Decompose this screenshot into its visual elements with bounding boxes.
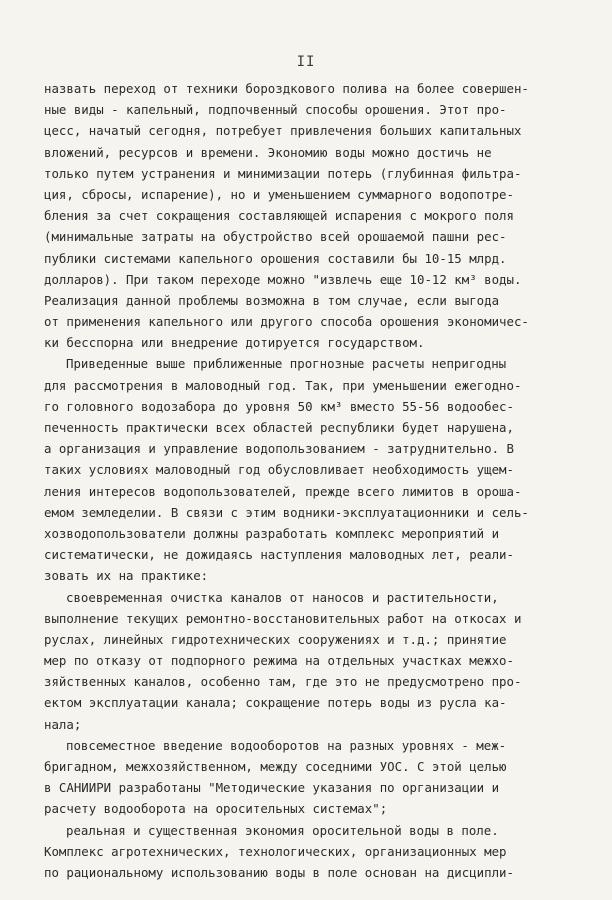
text-line: мер по отказу от подпорного режима на отдельных участках межхо-: [44, 653, 514, 669]
text-line: ция, сбросы, испарение), но и уменьшением суммарного водопотре-: [44, 186, 514, 202]
text-line: ектом эксплуатации канала; сокращение потерь воды из русла ка-: [44, 695, 507, 711]
text-line: ки бесспорна или внедрение дотируется государством.: [44, 335, 425, 351]
text-line: расчету водооборота на оросительных системах";: [44, 801, 388, 817]
text-line: зяйственных каналов, особенно там, где это не предусмотрено про-: [44, 674, 522, 690]
text-line: цесс, начатый сегодня, потребует привлечения больших капитальных: [44, 123, 522, 139]
text-line: повсеместное введение водооборотов на разных уровнях - меж-: [66, 737, 507, 753]
text-line: бригадном, межхозяйственном, между соседними УОС. С этой целью: [44, 759, 507, 774]
text-line: ные виды - капельный, подпочвенный способы орошения. Этот про-: [44, 102, 507, 118]
text-line: (минимальные затраты на обустройство всей орошаемой пашни рес-: [44, 229, 507, 245]
text-line: своевременная очистка каналов от наносов и растительности,: [66, 589, 499, 605]
text-line: для рассмотрения в маловодный год. Так, при уменьшении ежегодно-: [44, 377, 522, 393]
text-line: по рациональному использованию воды в поле основан на дисципли-: [44, 864, 514, 880]
text-line: выполнение текущих ремонтно-восстановительных работ на откосах и: [44, 610, 522, 626]
text-line: назвать переход от техники бороздкового полива на более совершен-: [44, 81, 529, 96]
text-line: реальная и существенная экономия оросительной воды в поле.: [66, 822, 499, 838]
text-line: таких условиях маловодный год обусловливает необходимость ущем-: [44, 462, 514, 478]
page-number: II: [296, 54, 316, 70]
text-line: зовать их на практике:: [44, 568, 209, 584]
text-line: Приведенные выше приближенные прогнозные расчеты непригодны: [66, 356, 507, 372]
text-line: вложений, ресурсов и времени. Экономию воды можно достичь не: [44, 144, 492, 160]
text-line: хозводопользователи должны разработать комплекс мероприятий и: [44, 525, 500, 541]
text-line: руслах, линейных гидротехнических сооружениях и т.д.; принятие: [44, 631, 507, 647]
text-line: го головного водозабора до уровня 50 км³ вместо 55-56 водообес-: [44, 398, 514, 414]
body-text: [44, 78, 584, 883]
text-line: систематически, не дожидаясь наступления маловодных лет, реали-: [44, 547, 514, 563]
text-line: в САНИИРИ разработаны "Методические указания по организации и: [44, 780, 500, 796]
text-line: Реализация данной проблемы возможна в том случае, если выгода: [44, 292, 500, 308]
text-line: емом земледелии. В связи с этим водники-эксплуатационники и сель-: [44, 504, 529, 520]
text-line: бления за счет сокращения составляющей испарения с мокрого поля: [44, 208, 514, 224]
text-line: печенность практически всех областей республики будет нарушена,: [44, 420, 514, 435]
text-line: только путем устранения и минимизации потерь (глубинная фильтра-: [44, 165, 522, 181]
text-line: Комплекс агротехнических, технологических, организационных мер: [44, 843, 507, 859]
text-line: публики системами капельного орошения составили бы 10-15 млрд.: [44, 250, 507, 266]
text-line: ления интересов водопользователей, прежде всего лимитов в ороша-: [44, 483, 522, 499]
text-line: нала;: [44, 716, 82, 732]
text-line: долларов). При таком переходе можно "извлечь еще 10-12 км³ воды.: [44, 271, 522, 287]
text-line: от применения капельного или другого способа орошения экономичес-: [44, 314, 529, 330]
text-line: а организация и управление водопользованием - затруднительно. В: [44, 441, 514, 457]
